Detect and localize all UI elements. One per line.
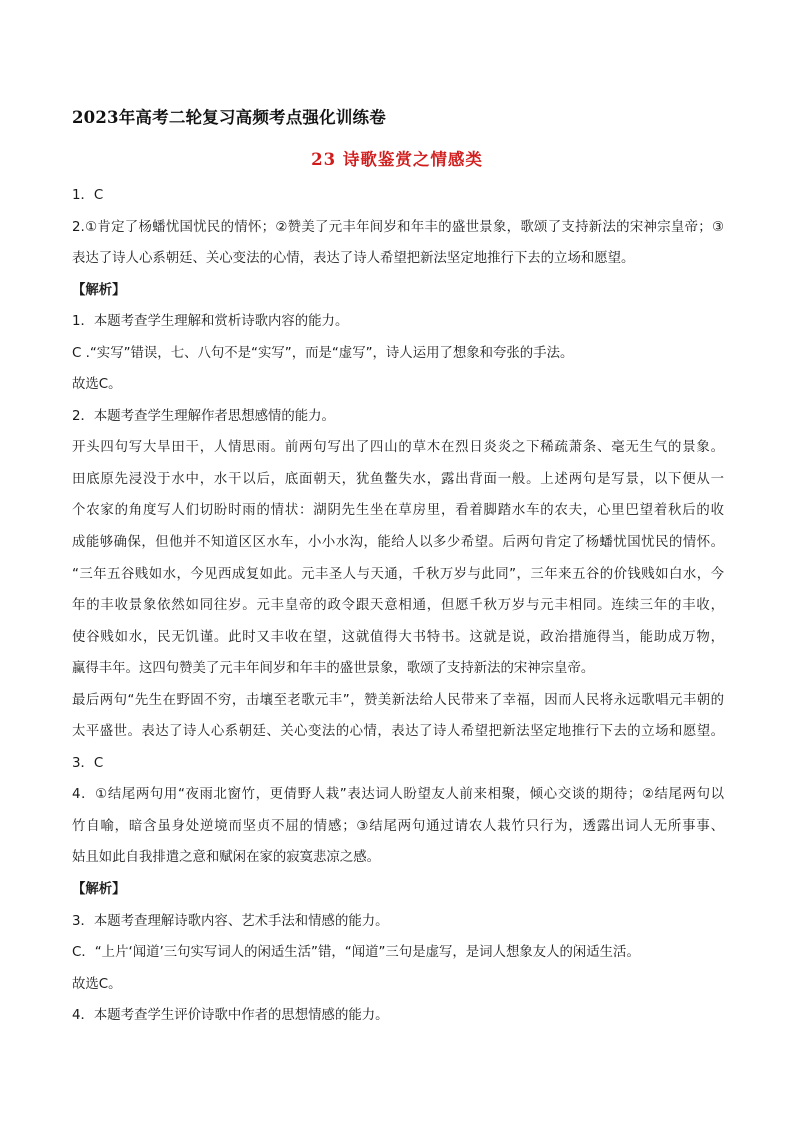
document-subtitle: 23 诗歌鉴赏之情感类 bbox=[311, 150, 483, 169]
text-line: 赢得丰年。这四句赞美了元丰年间岁和年丰的盛世景象，歌颂了支持新法的宋神宗皇帝。 bbox=[72, 661, 595, 677]
text-line: 田底原先浸没于水中，水干以后，底面朝天，犹鱼鳖失水，露出背面一般。上述两句是写景，以下便从一 bbox=[72, 471, 724, 487]
text-line: 太平盛世。表达了诗人心系朝廷、关心变法的心情，表达了诗人希望把新法坚定地推行下去的立场和愿望。 bbox=[72, 724, 724, 740]
text-line: 成能够确保，但他并不知道区区水车，小小水沟，能给人以多少希望。后两句肯定了杨蟠忧国忧民的情怀。 bbox=[72, 535, 724, 551]
text-line: 4．①结尾两句用“夜雨北窗竹，更倩野人栽”表达词人盼望友人前来相聚，倾心交谈的期待；②结尾两句以 bbox=[72, 787, 724, 803]
text-line: 故选C。 bbox=[72, 377, 122, 393]
text-line: 1．C bbox=[72, 188, 104, 203]
text-line: 姑且如此自我排遣之意和赋闲在家的寂寞悲凉之感。 bbox=[72, 850, 380, 866]
answer-body bbox=[72, 180, 724, 1032]
text-line: 竹自喻，暗含虽身处逆境而坚贞不屈的情感；③结尾两句通过请农人栽竹只行为，透露出词人无所事事、 bbox=[72, 818, 724, 834]
text-line: 2.①肯定了杨蟠忧国忧民的情怀；②赞美了元丰年间岁和年丰的盛世景象，歌颂了支持新法的宋神宗皇帝；③ bbox=[72, 219, 724, 235]
text-line: 4．本题考查学生评价诗歌中作者的思想情感的能力。 bbox=[72, 1008, 389, 1024]
document-title: 2023年高考二轮复习高频考点强化训练卷 bbox=[72, 108, 386, 127]
text-line: 3．C bbox=[72, 755, 104, 771]
section-label: 【解析】 bbox=[72, 282, 126, 298]
text-line: 1．本题考查学生理解和赏析诗歌内容的能力。 bbox=[72, 314, 349, 330]
text-line: 使谷贱如水，民无饥谨。此时又丰收在望，这就值得大书特书。这就是说，政治措施得当，能助成万物， bbox=[72, 629, 724, 645]
text-line: 故选C。 bbox=[72, 976, 122, 992]
text-line: 最后两句“先生在野固不穷，击壤至老歌元丰”，赞美新法给人民带来了幸福，因而人民将永远歌唱元丰朝的 bbox=[72, 692, 724, 708]
text-line: C．“上片‘闻道’三句实写词人的闲适生活”错，“闻道”三句是虚写，是词人想象友人的闲适生活。 bbox=[72, 945, 640, 961]
text-line: 2．本题考查学生理解作者思想感情的能力。 bbox=[72, 408, 335, 424]
text-line: 个农家的角度写人们切盼时雨的情状：湖阴先生坐在草房里，看着脚踏水车的农夫，心里巴望着秋后的收 bbox=[72, 503, 724, 519]
section-label: 【解析】 bbox=[72, 882, 126, 898]
text-line: C .“实写”错误，七、八句不是“实写”，而是“虚写”，诗人运用了想象和夸张的手法。 bbox=[72, 345, 574, 361]
text-line: 年的丰收景象依然如同往岁。元丰皇帝的政令跟天意相通，但愿千秋万岁与元丰相同。连续三年的丰收， bbox=[72, 598, 724, 614]
text-line: 3．本题考查理解诗歌内容、艺术手法和情感的能力。 bbox=[72, 913, 389, 929]
text-line: “三年五谷贱如水，今见西成复如此。元丰圣人与天通，千秋万岁与此同”，三年来五谷的价钱贱如白水，今 bbox=[72, 566, 724, 582]
text-line: 表达了诗人心系朝廷、关心变法的心情，表达了诗人希望把新法坚定地推行下去的立场和愿望。 bbox=[72, 251, 635, 267]
text-line: 开头四句写大旱田干，人情思雨。前两句写出了四山的草木在烈日炎炎之下稀疏萧条、毫无生气的景象。 bbox=[72, 440, 724, 456]
